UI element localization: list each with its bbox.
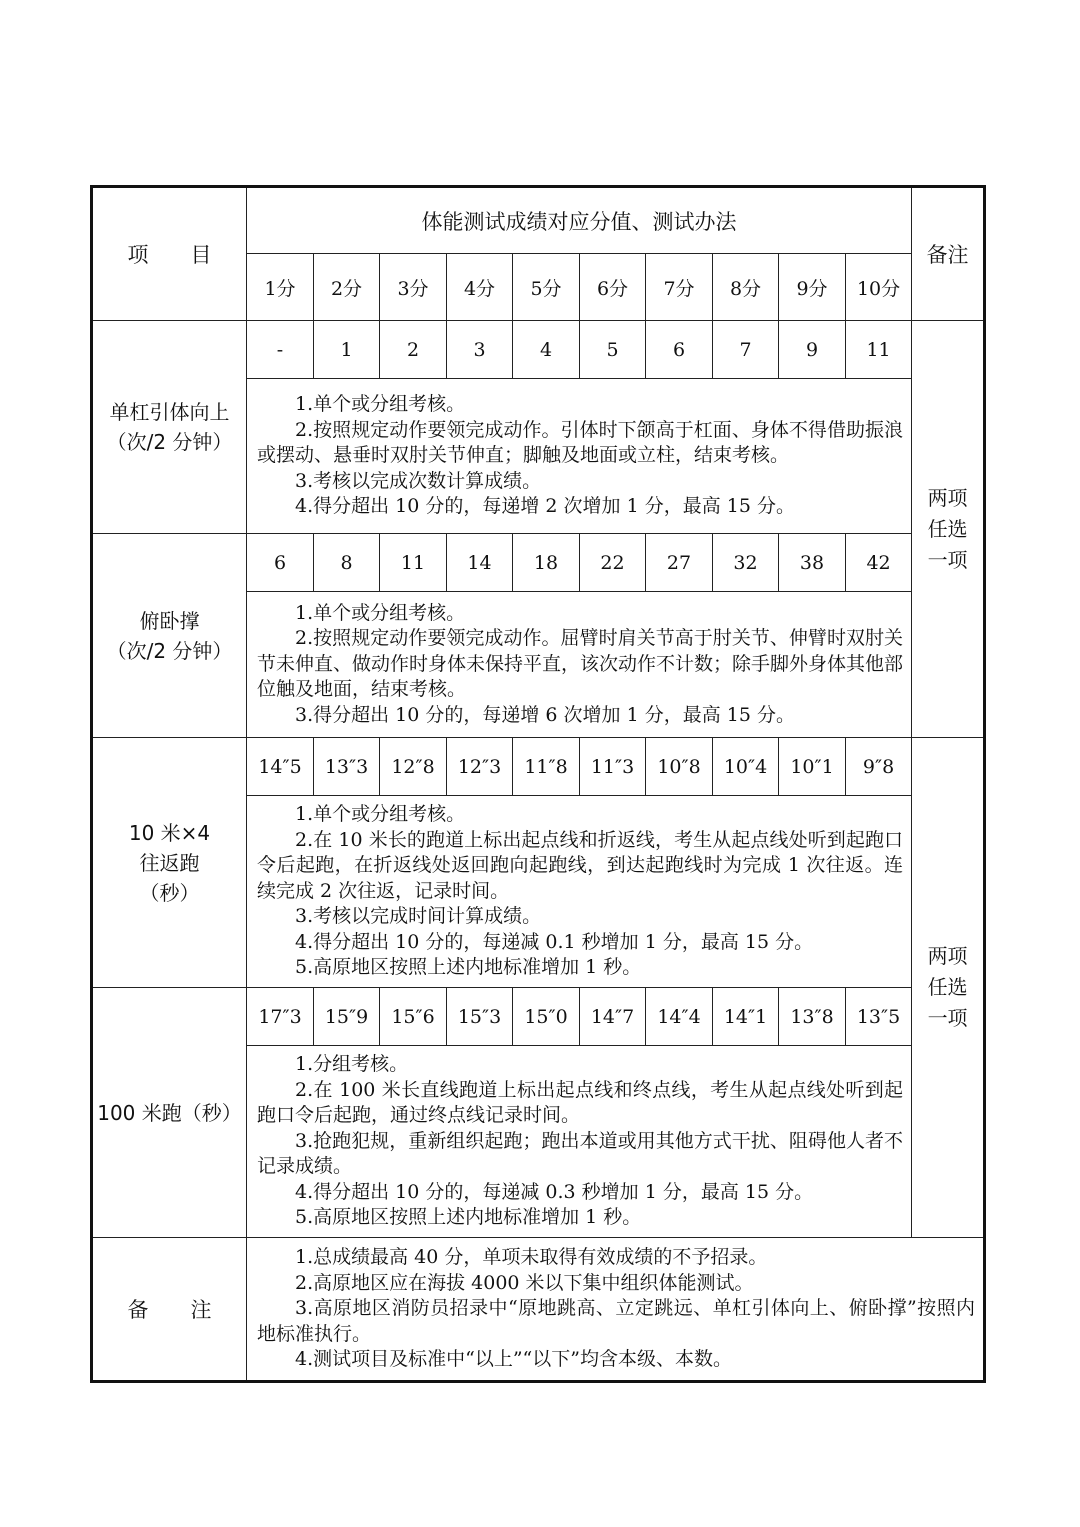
standard-value: 11″8: [513, 738, 580, 796]
standard-value: 42: [846, 534, 912, 592]
item-label-pushup: [92, 534, 247, 738]
test-method-pullup: [247, 379, 912, 534]
score-label: 6分: [580, 254, 646, 321]
standard-value: 12″3: [447, 738, 513, 796]
standard-value: 4: [513, 321, 580, 379]
rule-line: 5.高原地区按照上述内地标准增加 1 秒。: [295, 956, 642, 979]
score-label: 5分: [513, 254, 580, 321]
rule-line: 2.在 100 米长直线跑道上标出起点线和终点线，考生从起点线处听到起跑口令后起跑，通过终点线记录时间。: [257, 1078, 904, 1127]
standard-value: 18: [513, 534, 580, 592]
rule-line: 4.得分超出 10 分的，每递增 2 次增加 1 分，最高 15 分。: [295, 495, 795, 518]
standard-value: 7: [713, 321, 779, 379]
standard-value: 14: [447, 534, 513, 592]
remark-line: 一项: [927, 547, 968, 572]
rule-line: 5.高原地区按照上述内地标准增加 1 秒。: [295, 1206, 642, 1229]
note-line: 2.高原地区应在海拔 4000 米以下集中组织体能测试。: [295, 1271, 754, 1294]
standard-value: 11″3: [580, 738, 646, 796]
rule-line: 2.按照规定动作要领完成动作。屈臂时肩关节高于肘关节、伸臂时双肘关节未伸直、做动作时身体未保持平直，该次动作不计数；除手脚外身体其他部位触及地面，结束考核。: [257, 627, 904, 701]
note-line: 3.高原地区消防员招录中“原地跳高、立定跳远、单杠引体向上、俯卧撑”按照内地标准执行。: [257, 1297, 976, 1345]
standard-value: -: [247, 321, 314, 379]
rule-line: 1.单个或分组考核。: [295, 393, 466, 416]
rule-line: 1.分组考核。: [295, 1053, 409, 1076]
rule-line: 3.考核以完成次数计算成绩。: [295, 469, 542, 492]
standard-value: 3: [447, 321, 513, 379]
rule-line: 3.抢跑犯规，重新组织起跑；跑出本道或用其他方式干扰、阻碍他人者不记录成绩。: [257, 1129, 904, 1178]
score-label: 2分: [314, 254, 380, 321]
standard-value: 5: [580, 321, 646, 379]
test-method-100m: [247, 1046, 912, 1238]
score-label: 4分: [447, 254, 513, 321]
standard-value: 11: [380, 534, 447, 592]
remark-line: 两项: [927, 944, 968, 968]
standard-value: 14″5: [247, 738, 314, 796]
item-name: 100 米跑（秒）: [97, 1100, 242, 1125]
standard-value: 27: [646, 534, 713, 592]
item-unit: （次/2 分钟）: [106, 638, 233, 663]
standard-value: 9″8: [846, 738, 912, 796]
fitness-test-table: [90, 185, 986, 1383]
note-line: 1.总成绩最高 40 分，单项未取得有效成绩的不予招录。: [295, 1246, 768, 1269]
score-label: 1分: [247, 254, 314, 321]
item-label-shuttle-run: [92, 738, 247, 988]
item-unit: （次/2 分钟）: [106, 430, 233, 454]
group-remark-1: [912, 321, 985, 738]
score-label: 7分: [646, 254, 713, 321]
score-label: 10分: [846, 254, 912, 321]
test-method-pushup: [247, 592, 912, 738]
item-label-pullup: [92, 321, 247, 534]
rule-line: 2.在 10 米长的跑道上标出起点线和折返线，考生从起点线处听到起跑口令后起跑，在折返线处返回跑向起跑线，到达起跑线时为完成 1 次往返。连续完成 2 次往返，记录时间。: [257, 828, 904, 902]
notes-label: 备 注: [92, 1238, 247, 1382]
remark-line: 任选: [927, 975, 968, 999]
rule-line: 1.单个或分组考核。: [295, 601, 466, 624]
standard-value: 2: [380, 321, 447, 379]
notes-content: [247, 1238, 985, 1382]
remark-header: 备注: [912, 187, 985, 321]
standard-value: 1: [314, 321, 380, 379]
standard-value: 10″4: [713, 738, 779, 796]
rule-line: 4.得分超出 10 分的，每递减 0.1 秒增加 1 分，最高 15 分。: [295, 930, 814, 953]
remark-line: 两项: [927, 485, 968, 510]
score-label: 8分: [713, 254, 779, 321]
score-label: 9分: [779, 254, 846, 321]
item-unit: （秒）: [139, 880, 200, 905]
standard-value: 22: [580, 534, 646, 592]
score-label: 3分: [380, 254, 447, 321]
standard-value: 13″8: [779, 988, 846, 1046]
standard-value: 10″8: [646, 738, 713, 796]
standard-value: 17″3: [247, 988, 314, 1046]
standard-value: 38: [779, 534, 846, 592]
standard-value: 15″6: [380, 988, 447, 1046]
standard-value: 6: [646, 321, 713, 379]
test-method-shuttle-run: [247, 796, 912, 988]
standard-value: 8: [314, 534, 380, 592]
standard-value: 15″0: [513, 988, 580, 1046]
item-label-100m: [92, 988, 247, 1238]
standard-value: 9: [779, 321, 846, 379]
standard-value: 14″7: [580, 988, 646, 1046]
rule-line: 3.考核以完成时间计算成绩。: [295, 905, 542, 928]
standard-value: 11: [846, 321, 912, 379]
standard-value: 13″5: [846, 988, 912, 1046]
rule-line: 3.得分超出 10 分的，每递增 6 次增加 1 分，最高 15 分。: [295, 703, 795, 726]
remark-line: 一项: [927, 1006, 968, 1030]
standard-value: 10″1: [779, 738, 846, 796]
score-title: 体能测试成绩对应分值、测试办法: [247, 187, 912, 254]
standard-value: 14″4: [646, 988, 713, 1046]
item-header: 项 目: [92, 187, 247, 321]
standard-value: 15″9: [314, 988, 380, 1046]
item-name: 单杠引体向上: [109, 400, 230, 424]
note-line: 4.测试项目及标准中“以上”“以下”均含本级、本数。: [295, 1348, 732, 1371]
item-name-line2: 往返跑: [139, 850, 200, 875]
standard-value: 6: [247, 534, 314, 592]
item-name: 俯卧撑: [139, 608, 200, 633]
standard-value: 15″3: [447, 988, 513, 1046]
rule-line: 2.按照规定动作要领完成动作。引体时下颌高于杠面、身体不得借助振浪或摆动、悬垂时双肘关节伸直；脚触及地面或立柱，结束考核。: [257, 418, 904, 467]
remark-line: 任选: [927, 516, 968, 541]
standard-value: 13″3: [314, 738, 380, 796]
standard-value: 12″8: [380, 738, 447, 796]
item-name: 10 米×4: [128, 820, 211, 845]
rule-line: 1.单个或分组考核。: [295, 803, 466, 826]
standard-value: 32: [713, 534, 779, 592]
rule-line: 4.得分超出 10 分的，每递减 0.3 秒增加 1 分，最高 15 分。: [295, 1180, 814, 1203]
standard-value: 14″1: [713, 988, 779, 1046]
group-remark-2: [912, 738, 985, 1238]
